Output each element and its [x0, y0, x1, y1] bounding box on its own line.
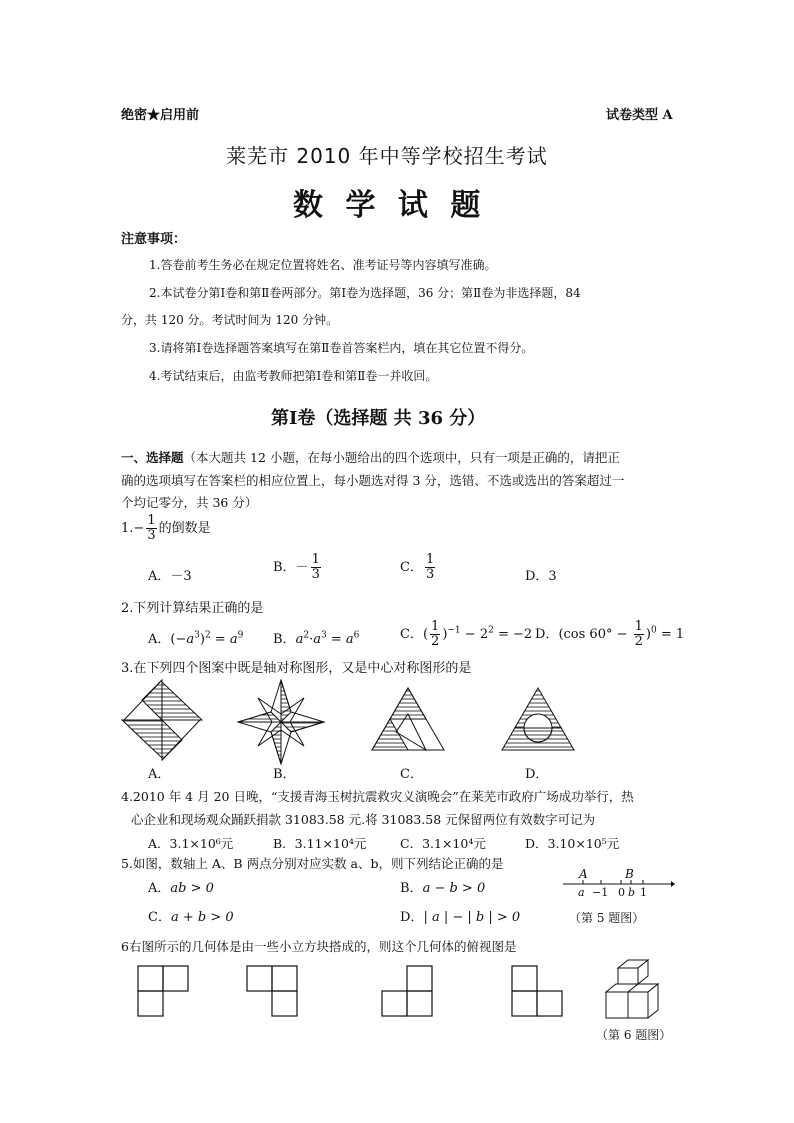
- q2-option-c[interactable]: C．( $\frac{1}{2}$ )$^{-1} - 2^2 = -2$: [400, 619, 533, 649]
- q6-option-d-figure[interactable]: [511, 965, 563, 1017]
- question-4-cont: 心企业和现场观众踊跃捐款 31083.58 元.将 31083.58 元保留两位有效数字可记为: [131, 812, 596, 827]
- question-4: 4.2010 年 4 月 20 日晚，“支援青海玉树抗震救灾义演晚会”在莱芜市政府广场成功举行，热: [121, 789, 634, 804]
- part-intro-line: 个均记零分，共 36 分）: [121, 495, 258, 510]
- notice-heading: 注意事项：: [121, 232, 187, 247]
- q4-option-d[interactable]: D．3.10×10⁵元: [525, 836, 620, 851]
- q2-option-a[interactable]: A．$(-a^3)^2 = a^9$: [148, 630, 244, 647]
- q3-figure-b: [236, 678, 326, 766]
- question-2: 2.下列计算结果正确的是: [121, 601, 264, 616]
- q3-option-d[interactable]: D．: [525, 767, 549, 782]
- notice-item: 分，共 120 分。考试时间为 120 分钟。: [121, 313, 339, 327]
- part-label: 一、选择题: [121, 450, 184, 465]
- numline-zero: 0: [618, 886, 625, 899]
- section-title: 第Ⅰ卷（选择题 共 36 分）: [271, 408, 486, 429]
- numline-label-b-upper: B: [625, 867, 634, 881]
- q5-option-d[interactable]: D．| a | − | b | > 0: [400, 910, 521, 925]
- numline-minus-one: −1: [592, 886, 609, 899]
- notice-item: 2.本试卷分第Ⅰ卷和第Ⅱ卷两部分。第Ⅰ卷为选择题，36 分；第Ⅱ卷为非选择题，84: [149, 286, 581, 300]
- exam-title: 莱芜市 2010 年中等学校招生考试: [226, 144, 548, 168]
- question-5: 5.如图，数轴上 A、B 两点分别对应实数 a、b，则下列结论正确的是: [121, 856, 504, 871]
- fig6-caption: （第 6 题图）: [596, 1028, 672, 1042]
- notice-item: 1.答卷前考生务必在规定位置将姓名、准考证号等内容填写准确。: [149, 258, 497, 272]
- q5-option-c[interactable]: C．a + b > 0: [148, 910, 234, 925]
- part-intro-line: （本大题共 12 小题，在每小题给出的四个选项中，只有一项是正确的，请把正: [183, 450, 620, 465]
- q4-option-a[interactable]: A．3.1×10⁶元: [148, 836, 234, 851]
- q3-figure-a: [122, 680, 202, 760]
- numline-one: 1: [640, 886, 647, 899]
- q1-option-b[interactable]: B．－ $\frac{1}{3}$: [273, 552, 320, 582]
- q1-text: 的倒数是: [158, 521, 211, 536]
- q6-option-b-figure[interactable]: [246, 965, 298, 1017]
- q1-fraction: $\frac{1}{3}$: [147, 513, 156, 543]
- q1-option-c[interactable]: C． $\frac{1}{3}$: [400, 552, 435, 582]
- q1-option-a[interactable]: A．－3: [148, 569, 192, 584]
- question-6: 6右图所示的几何体是由一些小立方块搭成的，则这个几何体的俯视图是: [121, 939, 517, 954]
- numline-a: a: [578, 886, 585, 899]
- q3-figure-d: [500, 686, 576, 752]
- q3-figure-c: [370, 686, 446, 752]
- q6-option-c-figure[interactable]: [381, 965, 433, 1017]
- fig5-caption: （第 5 题图）: [569, 911, 645, 925]
- q2-option-d[interactable]: D．(cos 60° − $\frac{1}{2}$ )$^0$ = 1: [535, 619, 685, 649]
- subject-title: 数 学 试 题: [293, 188, 487, 223]
- numline-b: b: [628, 886, 636, 899]
- q3-option-c[interactable]: C．: [400, 767, 423, 782]
- q2-option-b[interactable]: B．$a^2\cdot a^3 = a^6$: [273, 630, 360, 647]
- q4-option-c[interactable]: C．3.1×10⁴元: [400, 836, 486, 851]
- part-intro-line: 确的选项填写在答案栏的相应位置上，每小题选对得 3 分，选错、不选或选出的答案超过一: [121, 473, 625, 488]
- notice-item: 3.请将第Ⅰ卷选择题答案填写在第Ⅱ卷首答案栏内，填在其它位置不得分。: [149, 341, 534, 355]
- q6-solid-figure: [604, 958, 666, 1020]
- q1-option-d[interactable]: D．3: [525, 569, 557, 584]
- question-1: 1.− $\frac{1}{3}$ 的倒数是: [121, 513, 211, 543]
- q5-option-b[interactable]: B．a − b > 0: [400, 881, 486, 896]
- q4-option-b[interactable]: B．3.11×10⁴元: [273, 836, 367, 851]
- q5-option-a[interactable]: A．ab > 0: [148, 881, 214, 896]
- question-3: 3.在下列四个图案中既是轴对称图形，又是中心对称图形的是: [121, 661, 472, 676]
- header-left: 绝密★启用前: [121, 108, 200, 123]
- q3-option-a[interactable]: A．: [148, 767, 171, 782]
- header-right: 试卷类型 A: [606, 108, 673, 123]
- q3-option-b[interactable]: B．: [273, 767, 296, 782]
- notice-item: 4.考试结束后，由监考教师把第Ⅰ卷和第Ⅱ卷一并收回。: [149, 369, 438, 383]
- q6-option-a-figure[interactable]: [137, 965, 189, 1017]
- numline-label-a-upper: A: [579, 867, 588, 881]
- q1-number: 1.: [121, 521, 134, 536]
